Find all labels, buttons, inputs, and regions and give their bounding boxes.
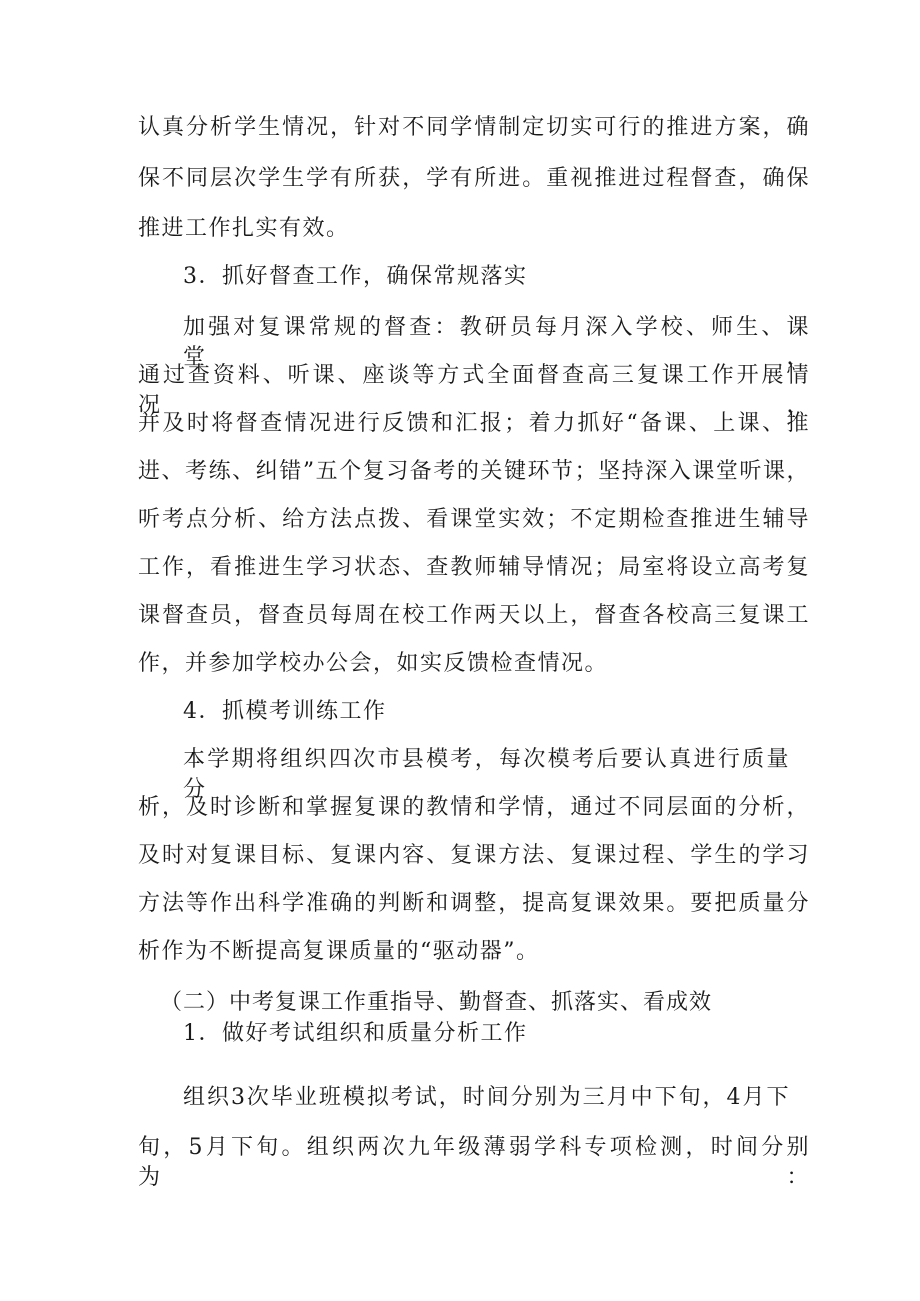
paragraph-line: 本学期将组织四次市县模考，每次模考后要认真进行质量分 xyxy=(183,747,790,802)
paragraph-line: 认真分析学生情况，针对不同学情制定切实可行的推进方案，确 xyxy=(138,115,810,140)
paragraph-line: 加强对复课常规的督查：教研员每月深入学校、师生、课堂， xyxy=(183,315,810,370)
section-heading: 3．抓好督查工作，确保常规落实 xyxy=(183,264,528,289)
paragraph-line: 进、考练、纠错”五个复习备考的关键环节；坚持深入课堂听课， xyxy=(138,459,810,484)
paragraph-line: 析作为不断提高复课质量的“驱动器”。 xyxy=(138,939,540,964)
section-heading: 4．抓模考训练工作 xyxy=(183,699,387,724)
paragraph-line: 析，及时诊断和掌握复课的教情和学情，通过不同层面的分析， xyxy=(138,795,810,820)
section-heading: 1．做好考试组织和质量分析工作 xyxy=(183,1021,528,1046)
paragraph-line: 组织3次毕业班模拟考试，时间分别为三月中下旬，4月下 xyxy=(183,1085,790,1110)
paragraph-line: 方法等作出科学准确的判断和调整，提高复课效果。要把质量分 xyxy=(138,891,810,916)
paragraph-line: 并及时将督查情况进行反馈和汇报；着力抓好“备课、上课、推 xyxy=(138,411,810,436)
paragraph-line: 旬，5月下旬。组织两次九年级薄弱学科专项检测，时间分别为： xyxy=(138,1135,810,1190)
paragraph-line: 听考点分析、给方法点拨、看课堂实效；不定期检查推进生辅导 xyxy=(138,507,810,532)
section-heading: （二）中考复课工作重指导、勤督查、抓落实、看成效 xyxy=(160,990,713,1015)
paragraph-line: 课督查员，督查员每周在校工作两天以上，督查各校高三复课工 xyxy=(138,603,810,628)
paragraph-line: 及时对复课目标、复课内容、复课方法、复课过程、学生的学习 xyxy=(138,843,810,868)
paragraph-line: 保不同层次学生学有所获，学有所进。重视推进过程督查，确保 xyxy=(138,166,810,191)
paragraph-line: 工作，看推进生学习状态、查教师辅导情况；局室将设立高考复 xyxy=(138,555,810,580)
paragraph-line: 作，并参加学校办公会，如实反馈检查情况。 xyxy=(138,651,609,676)
paragraph-line: 推进工作扎实有效。 xyxy=(138,216,350,241)
paragraph-line: 通过查资料、听课、座谈等方式全面督查高三复课工作开展情况， xyxy=(138,363,810,418)
